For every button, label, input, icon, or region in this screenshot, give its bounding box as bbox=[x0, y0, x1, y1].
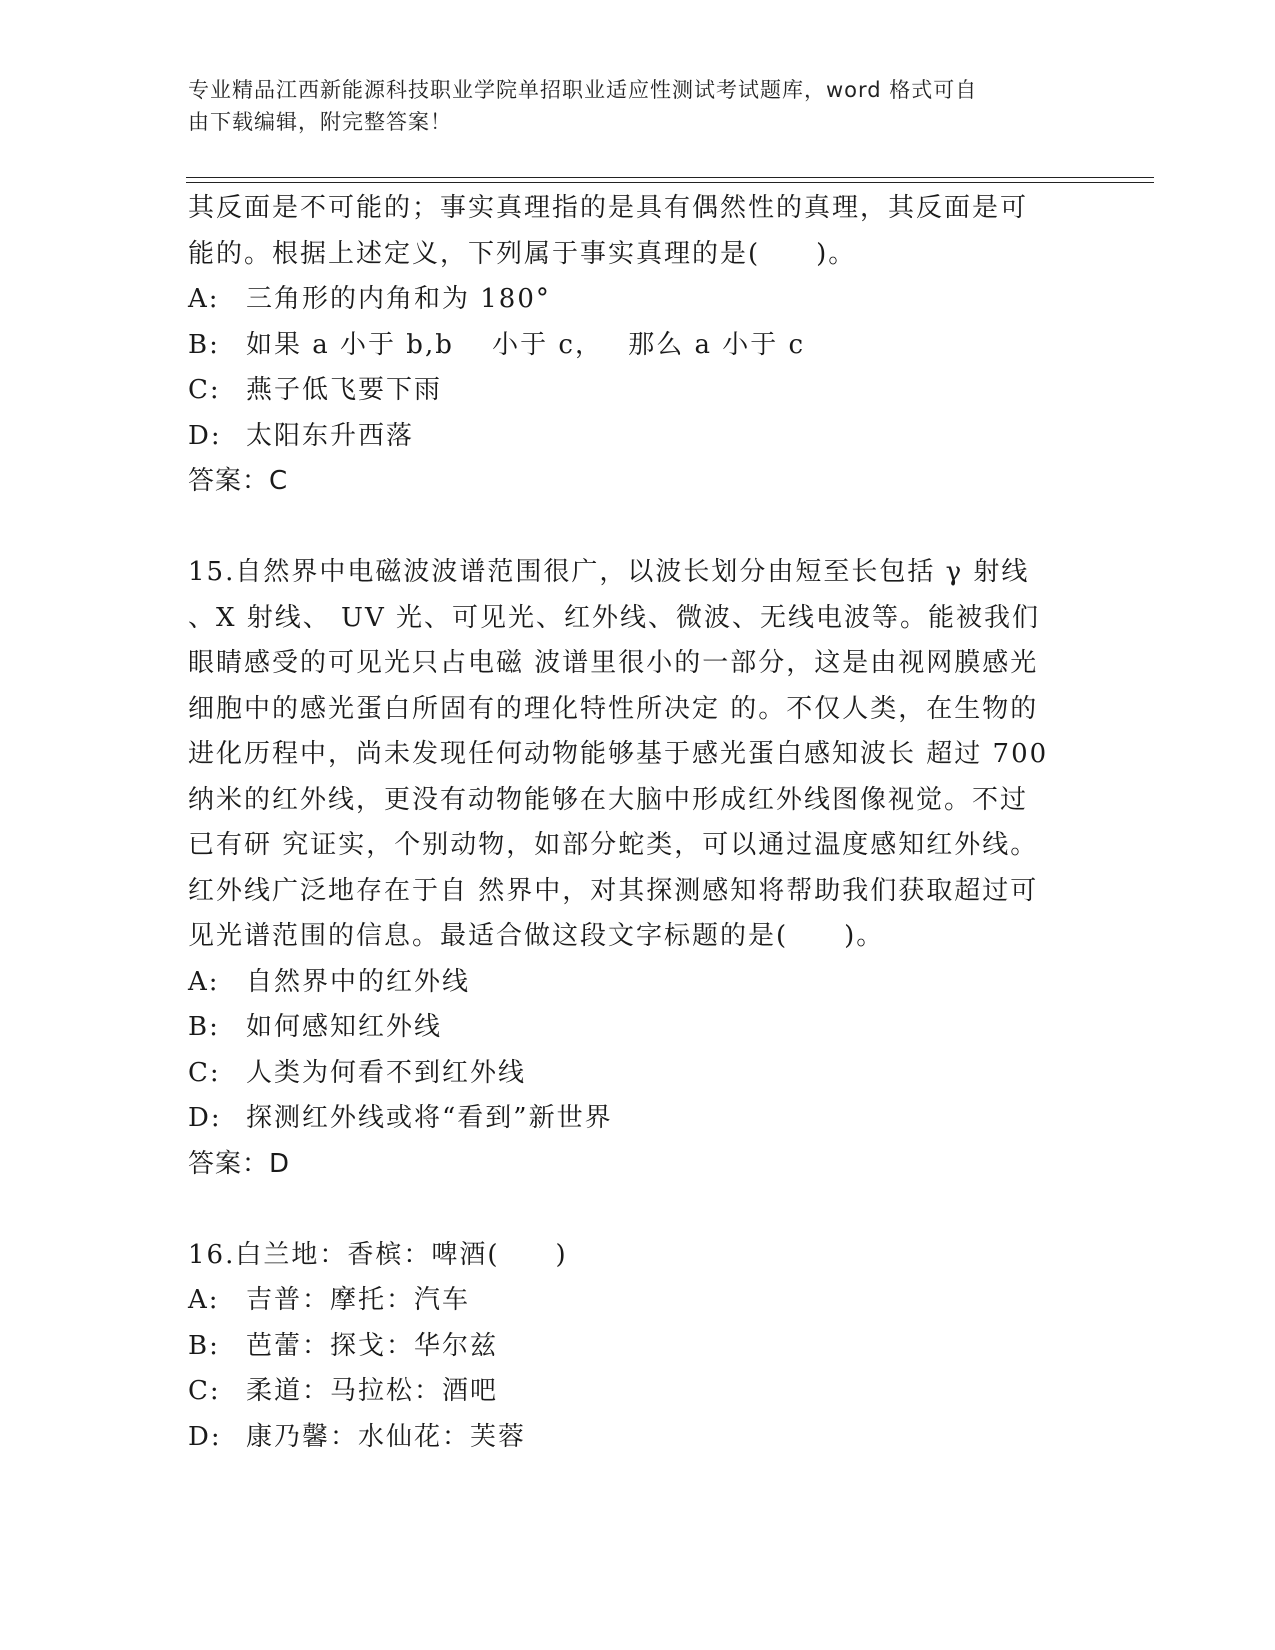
header-rule-thin bbox=[186, 182, 1154, 183]
answer: 答案：D bbox=[188, 1148, 291, 1179]
option-b bbox=[188, 1324, 1068, 1370]
header-line-2: 由下载编辑，附完整答案！ bbox=[188, 110, 452, 134]
option-b bbox=[188, 323, 1068, 369]
option-label: C: bbox=[188, 375, 221, 405]
question-stem-line: 细胞中的感光蛋白所固有的理化特性所决定 的。不仅人类，在生物的 bbox=[188, 693, 1039, 724]
question-stem-line: 纳米的红外线，更没有动物能够在大脑中形成红外线图像视觉。不过 bbox=[188, 784, 1029, 815]
option-c bbox=[188, 1369, 1068, 1415]
option-label: D: bbox=[188, 1421, 222, 1452]
option-label: B: bbox=[188, 329, 220, 360]
question-stem-line: 能的。根据上述定义，下列属于事实真理的是( )。 bbox=[188, 238, 857, 269]
question-stem-line: 16.白兰地：香槟：啤酒( ) bbox=[188, 1239, 568, 1270]
option-text: 太阳东升西落 bbox=[246, 420, 415, 451]
option-a bbox=[188, 960, 1068, 1006]
header-rule-thick bbox=[186, 177, 1154, 178]
option-text: 三角形的内角和为 180° bbox=[246, 284, 551, 314]
spacer bbox=[188, 505, 1068, 551]
question-stem-line: 已有研 究证实，个别动物，如部分蛇类，可以通过温度感知红外线。 bbox=[188, 830, 1039, 860]
option-c bbox=[188, 1051, 1068, 1097]
option-a bbox=[188, 1278, 1068, 1324]
option-text: 探测红外线或将“看到”新世界 bbox=[246, 1103, 613, 1133]
header-line-1: 专业精品江西新能源科技职业学院单招职业适应性测试考试题库，word 格式可自 bbox=[188, 78, 978, 102]
option-label: A: bbox=[188, 284, 220, 314]
option-label: B: bbox=[188, 1012, 220, 1042]
option-text: 芭蕾：探戈：华尔兹 bbox=[246, 1330, 499, 1361]
option-c bbox=[188, 368, 1068, 414]
option-d bbox=[188, 414, 1068, 460]
question-stem-line: 进化历程中，尚未发现任何动物能够基于感光蛋白感知波长 超过 700 bbox=[188, 739, 1049, 769]
option-label: B: bbox=[188, 1330, 220, 1361]
page-header bbox=[188, 74, 1068, 138]
option-text: 吉普：摩托：汽车 bbox=[246, 1285, 471, 1315]
question-stem-line: 其反面是不可能的；事实真理指的是具有偶然性的真理，其反面是可 bbox=[188, 193, 1029, 223]
option-label: A: bbox=[188, 966, 220, 997]
option-text: 如果 a 小于 b,b 小于 c， 那么 a 小于 c bbox=[246, 329, 806, 360]
option-text: 燕子低飞要下雨 bbox=[246, 375, 443, 405]
option-label: C: bbox=[188, 1057, 221, 1088]
option-a bbox=[188, 277, 1068, 323]
option-d bbox=[188, 1096, 1068, 1142]
option-text: 康乃馨：水仙花：芙蓉 bbox=[246, 1421, 527, 1452]
option-text: 柔道：马拉松：酒吧 bbox=[246, 1376, 499, 1406]
question-stem-line: 眼睛感受的可见光只占电磁 波谱里很小的一部分，这是由视网膜感光 bbox=[188, 648, 1039, 678]
option-label: D: bbox=[188, 1103, 222, 1133]
question-stem-line: 红外线广泛地存在于自 然界中，对其探测感知将帮助我们获取超过可 bbox=[188, 875, 1039, 906]
option-text: 自然界中的红外线 bbox=[246, 966, 471, 997]
spacer bbox=[188, 1187, 1068, 1233]
question-stem-line: 15.自然界中电磁波波谱范围很广，以波长划分由短至长包括 γ 射线 bbox=[188, 557, 1030, 587]
option-b bbox=[188, 1005, 1068, 1051]
question-16 bbox=[188, 1233, 1068, 1461]
option-label: D: bbox=[188, 420, 222, 451]
option-text: 如何感知红外线 bbox=[246, 1012, 443, 1042]
option-text: 人类为何看不到红外线 bbox=[246, 1057, 527, 1088]
option-d bbox=[188, 1415, 1068, 1461]
question-15 bbox=[188, 550, 1068, 1187]
option-label: A: bbox=[188, 1285, 220, 1315]
question-content bbox=[188, 186, 1068, 1460]
question-stem-line: 、X 射线、 UV 光、可见光、红外线、微波、无线电波等。能被我们 bbox=[188, 602, 1040, 633]
question-stem-line: 见光谱范围的信息。最适合做这段文字标题的是( )。 bbox=[188, 921, 885, 951]
option-label: C: bbox=[188, 1376, 221, 1406]
answer: 答案：C bbox=[188, 466, 289, 496]
question-14 bbox=[188, 186, 1068, 505]
